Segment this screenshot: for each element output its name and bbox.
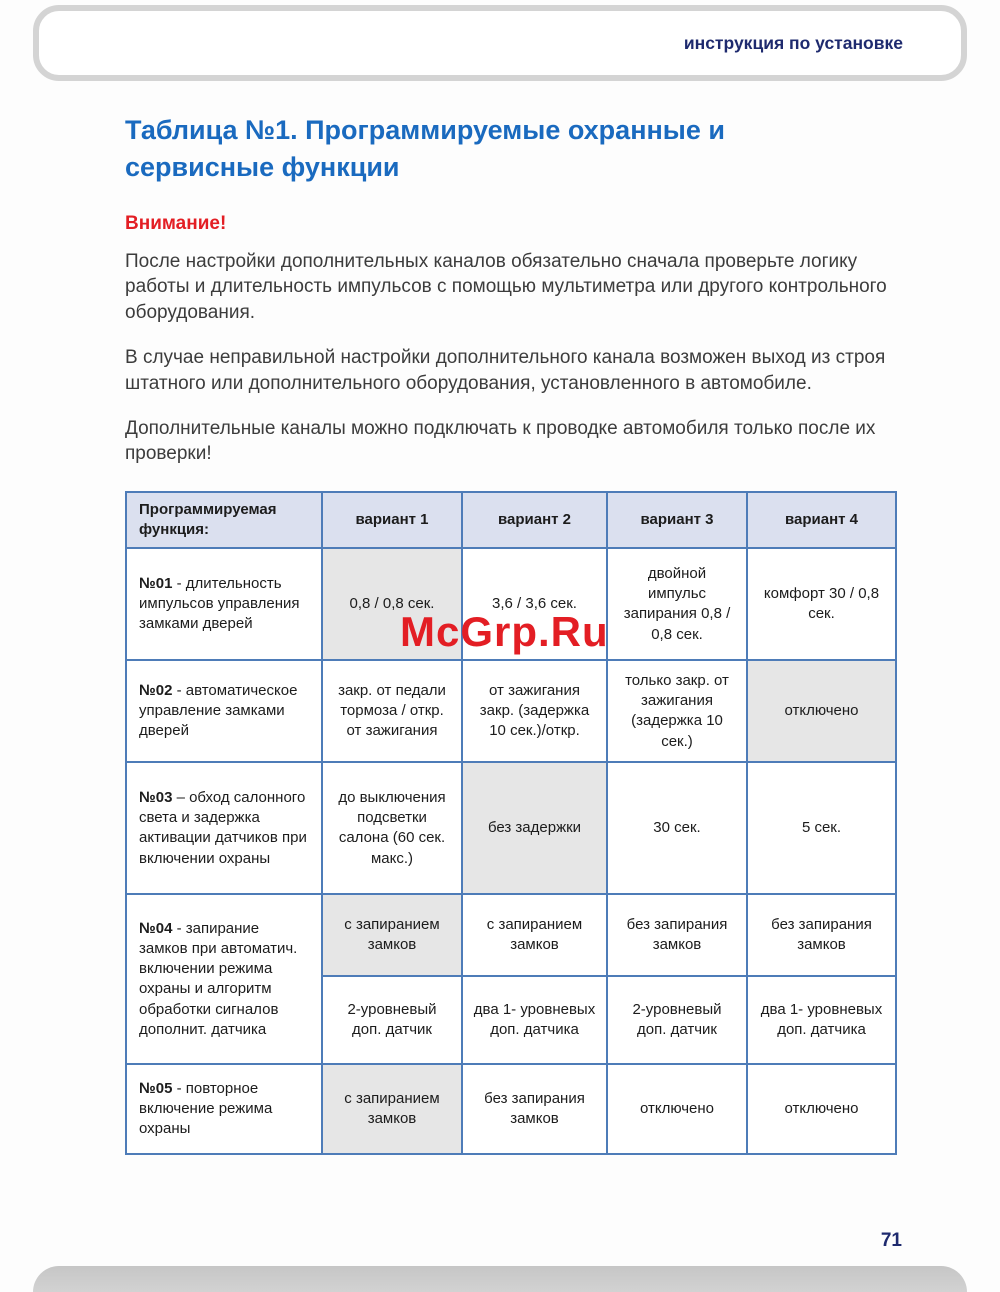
table-row-05 — [126, 1064, 896, 1154]
table-cell: комфорт 30 / 0,8 сек. — [747, 548, 896, 660]
page-header-band — [33, 5, 967, 81]
page-number: 71 — [880, 1230, 902, 1251]
table-cell: без запирания замков — [607, 894, 747, 976]
table-cell: 5 сек. — [747, 762, 896, 894]
table-cell: 0,8 / 0,8 сек. — [322, 548, 462, 660]
paragraph-1: После настройки дополнительных каналов обязательно сначала проверьте логику работы и длительность импульсов с помощью мультиметра или другого контрольного оборудования. — [125, 250, 887, 324]
column-header-variant-2: вариант 2 — [462, 492, 607, 548]
functions-table — [125, 491, 897, 1155]
function-cell-04 — [126, 894, 322, 1064]
table-cell: с запиранием замков — [462, 894, 607, 976]
table-cell: 2-уровневый доп. датчик — [322, 976, 462, 1064]
function-description: – обход салонного света и задержка активации датчиков при включении охраны — [139, 788, 307, 867]
table-header-row — [126, 492, 896, 548]
page-header-label: инструкция по установке — [683, 32, 903, 53]
table-cell: до выключения подсветки салона (60 сек. макс.) — [322, 762, 462, 894]
table-cell: отключено — [607, 1064, 747, 1154]
column-header-variant-3: вариант 3 — [607, 492, 747, 548]
table-cell: без задержки — [462, 762, 607, 894]
table-cell: два 1- уровневых доп. датчика — [747, 976, 896, 1064]
table-cell: двойной импульс запирания 0,8 / 0,8 сек. — [607, 548, 747, 660]
function-description: - длительность импульсов управления замками дверей — [139, 574, 300, 633]
function-number: №01 — [139, 574, 173, 592]
function-cell-05 — [126, 1064, 322, 1154]
column-header-variant-4: вариант 4 — [747, 492, 896, 548]
function-description: - повторное включение режима охраны — [139, 1079, 273, 1138]
table-row-03 — [126, 762, 896, 894]
table-cell: 2-уровневый доп. датчик — [607, 976, 747, 1064]
function-number: №03 — [139, 788, 173, 806]
table-row-02 — [126, 660, 896, 762]
column-header-variant-1: вариант 1 — [322, 492, 462, 548]
table-row-04a — [126, 894, 896, 976]
table-cell: два 1- уровневых доп. датчика — [462, 976, 607, 1064]
table-cell: от зажигания закр. (задержка 10 сек.)/откр. — [462, 660, 607, 762]
table-cell: отключено — [747, 1064, 896, 1154]
table-cell: 3,6 / 3,6 сек. — [462, 548, 607, 660]
table-cell: только закр. от зажигания (задержка 10 сек.) — [607, 660, 747, 762]
function-cell-02 — [126, 660, 322, 762]
table-cell: без запирания замков — [462, 1064, 607, 1154]
function-number: №02 — [139, 681, 173, 699]
column-header-function: Программируемая функция: — [126, 492, 322, 548]
function-cell-03 — [126, 762, 322, 894]
table-cell: с запиранием замков — [322, 1064, 462, 1154]
warning-label: Внимание! — [125, 212, 227, 234]
function-number: №05 — [139, 1079, 173, 1097]
watermark: McGrp.Ru — [400, 608, 609, 655]
table-cell: закр. от педали тормоза / откр. от зажигания — [322, 660, 462, 762]
table-cell: с запиранием замков — [322, 894, 462, 976]
function-number: №04 — [139, 919, 173, 937]
function-description: - запирание замков при автоматич. включении режима охраны и алгоритм обработки сигналов дополнит. датчика — [139, 919, 298, 1038]
function-cell-01 — [126, 548, 322, 660]
table-cell: отключено — [747, 660, 896, 762]
paragraph-3: Дополнительные каналы можно подключать к проводке автомобиля только после их проверки! — [125, 417, 876, 465]
table-cell: 30 сек. — [607, 762, 747, 894]
document-title: Таблица №1. Программируемые охранные и сервисные функции — [125, 115, 725, 183]
page-footer-band — [33, 1266, 967, 1292]
function-description: - автоматическое управление замками дверей — [139, 681, 298, 740]
paragraph-2: В случае неправильной настройки дополнительного канала возможен выход из строя штатного или дополнительного оборудования, установленного в автомобиле. — [125, 346, 886, 394]
table-cell: без запирания замков — [747, 894, 896, 976]
